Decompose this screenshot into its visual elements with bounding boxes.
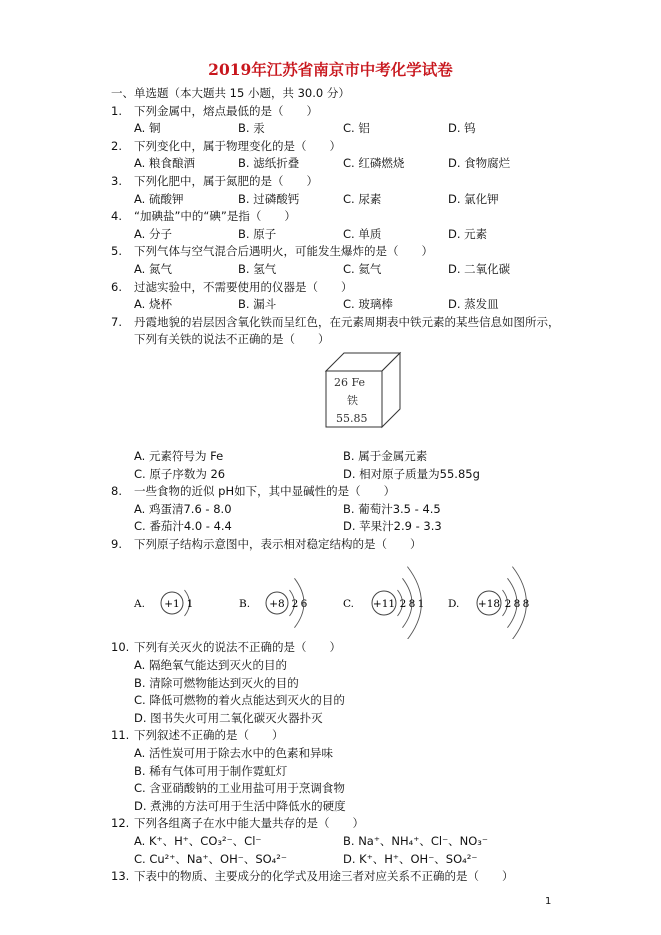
option[interactable]: D. 图书失火可用二氧化碳灭火器扑灭 <box>134 710 323 725</box>
question-line <box>111 279 561 297</box>
question <box>111 279 561 314</box>
atom-diagram-d <box>448 567 529 639</box>
question <box>111 314 561 483</box>
option[interactable]: D. 食物腐烂 <box>448 156 511 171</box>
question-line <box>111 243 561 261</box>
options-row <box>111 745 561 763</box>
question <box>111 173 561 208</box>
option[interactable]: A. 烧杯 <box>134 297 172 312</box>
options-row <box>111 120 561 138</box>
nucleus-charge: +8 <box>269 598 285 611</box>
question <box>111 483 561 536</box>
options-row <box>111 448 561 466</box>
option[interactable]: B. 氢气 <box>238 261 277 276</box>
question <box>111 868 561 886</box>
options-row <box>111 710 561 728</box>
option[interactable]: C. 玻璃棒 <box>343 297 393 312</box>
electron-count: 2 <box>399 598 407 611</box>
question-text: “加碘盐”中的“碘”是指（ ） <box>134 209 296 224</box>
nucleus-charge: +11 <box>372 598 396 611</box>
question <box>111 208 561 243</box>
question-text: 下列有关铁的说法不正确的是（ ） <box>134 332 330 347</box>
option-label: C. <box>343 598 354 611</box>
options-row <box>111 191 561 209</box>
options-row <box>111 833 561 851</box>
question-text: 一些食物的近似 pH如下，其中显碱性的是（ ） <box>134 484 396 499</box>
electron-count: 2 <box>291 598 299 611</box>
option[interactable]: A. 铜 <box>134 121 161 136</box>
options-row <box>111 261 561 279</box>
question-number: 6. <box>111 279 122 294</box>
option-label: A. <box>134 598 145 611</box>
question-text: 下列化肥中，属于氮肥的是（ ） <box>134 173 318 188</box>
option[interactable]: B. 过磷酸钙 <box>238 191 300 206</box>
nucleus-charge: +1 <box>164 598 180 611</box>
question-text: 过滤实验中，不需要使用的仪器是（ ） <box>134 279 353 294</box>
page-number: 1 <box>545 896 552 907</box>
option[interactable]: B. Na⁺、NH₄⁺、Cl⁻、NO₃⁻ <box>343 834 488 848</box>
option[interactable]: C. 红磷燃烧 <box>343 156 405 171</box>
atom-diagram-c <box>343 567 424 639</box>
option[interactable]: B. 清除可燃物能达到灭火的目的 <box>134 675 299 690</box>
options-row <box>111 851 561 869</box>
question-line <box>111 103 561 121</box>
question-text: 下列各组离子在水中能大量共存的是（ ） <box>134 816 364 831</box>
electron-count: 6 <box>300 598 308 611</box>
option[interactable]: D. 蒸发皿 <box>448 297 499 312</box>
question-number: 9. <box>111 536 122 551</box>
question <box>111 138 561 173</box>
option[interactable]: B. 属于金属元素 <box>343 448 428 463</box>
element-card <box>111 349 561 448</box>
atom-diagrams <box>111 553 561 639</box>
nucleus-charge: +18 <box>477 598 501 611</box>
option[interactable]: C. 含亚硝酸钠的工业用盐可用于烹调食物 <box>134 781 345 796</box>
electron-count: 8 <box>522 598 530 611</box>
option[interactable]: B. 原子 <box>238 226 277 241</box>
options-row <box>111 780 561 798</box>
option[interactable]: B. 稀有气体可用于制作霓虹灯 <box>134 763 288 778</box>
option[interactable]: A. 粮食酿酒 <box>134 156 195 171</box>
option[interactable]: A. 分子 <box>134 226 172 241</box>
electron-count: 1 <box>186 598 194 611</box>
electron-count: 8 <box>408 598 416 611</box>
question-line <box>111 868 561 886</box>
option[interactable]: B. 汞 <box>238 121 265 136</box>
option[interactable]: D. 煮沸的方法可用于生活中降低水的硬度 <box>134 798 346 813</box>
question-number: 1. <box>111 103 122 118</box>
atom-diagram-b <box>239 579 308 628</box>
question-line <box>111 173 561 191</box>
question-number: 7. <box>111 314 122 329</box>
option[interactable]: D. 相对原子质量为55.85g <box>343 466 480 481</box>
question-line <box>111 314 561 332</box>
element-card-figure <box>111 349 561 448</box>
option[interactable]: B. 漏斗 <box>238 297 277 312</box>
option[interactable]: A. 活性炭可用于除去水中的色素和异味 <box>134 746 333 761</box>
option[interactable]: D. 苹果汁2.9 - 3.3 <box>343 519 442 534</box>
options-row <box>111 763 561 781</box>
question <box>111 815 561 868</box>
option[interactable]: B. 葡萄汁3.5 - 4.5 <box>343 501 441 516</box>
option[interactable]: C. 尿素 <box>343 191 382 206</box>
question-number: 4. <box>111 209 122 224</box>
question-line <box>111 727 561 745</box>
option[interactable]: C. 番茄汁4.0 - 4.4 <box>134 519 232 534</box>
question <box>111 536 561 640</box>
options-row <box>111 657 561 675</box>
question-text: 丹霞地貌的岩层因含氧化铁而呈红色，在元素周期表中铁元素的某些信息如图所示， <box>134 314 560 329</box>
electron-count: 2 <box>504 598 512 611</box>
option[interactable]: A. 鸡蛋清7.6 - 8.0 <box>134 501 232 516</box>
atom-diagram-a <box>133 590 193 616</box>
question-text: 下列叙述不正确的是（ ） <box>134 728 284 743</box>
options-row <box>111 798 561 816</box>
option[interactable]: C. 铝 <box>343 121 370 136</box>
question-text: 下列有关灭火的说法不正确的是（ ） <box>134 640 341 655</box>
question-text: 下列原子结构示意图中，表示相对稳定结构的是（ ） <box>134 536 422 551</box>
question-number: 10. <box>111 640 130 655</box>
question <box>111 727 561 815</box>
option[interactable]: D. K⁺、H⁺、OH⁻、SO₄²⁻ <box>343 851 478 866</box>
question <box>111 103 561 138</box>
option[interactable]: D. 二氧化碳 <box>448 261 511 276</box>
options-row <box>111 692 561 710</box>
options-row <box>111 675 561 693</box>
question <box>111 243 561 278</box>
question-number: 3. <box>111 173 122 188</box>
element-mass: 55.85 <box>336 411 368 425</box>
option-label: B. <box>239 598 251 611</box>
question-line <box>111 331 561 349</box>
option[interactable]: C. Cu²⁺、Na⁺、OH⁻、SO₄²⁻ <box>134 851 287 866</box>
question-number: 12. <box>111 816 130 831</box>
question-text: 下列变化中，属于物理变化的是（ ） <box>134 138 341 153</box>
option[interactable]: A. 氮气 <box>134 261 172 276</box>
question-number: 2. <box>111 138 122 153</box>
electron-count: 8 <box>513 598 521 611</box>
electron-count: 1 <box>417 598 425 611</box>
atom-diagrams-svg <box>111 553 561 639</box>
question-number: 5. <box>111 244 122 259</box>
option[interactable]: D. 氯化钾 <box>448 191 499 206</box>
document-title: 2019年江苏省南京市中考化学试卷 <box>208 60 453 79</box>
option[interactable]: D. 钨 <box>448 121 476 136</box>
question-line <box>111 138 561 156</box>
question-number: 11. <box>111 728 130 743</box>
option[interactable]: A. 元素符号为 Fe <box>134 448 224 463</box>
options-row <box>111 155 561 173</box>
option[interactable]: C. 原子序数为 26 <box>134 466 226 481</box>
question-text: 下表中的物质、主要成分的化学式及用途三者对应关系不正确的是（ ） <box>134 869 514 884</box>
question-line <box>111 536 561 554</box>
options-row <box>111 296 561 314</box>
question-text: 下列气体与空气混合后遇明火，可能发生爆炸的是（ ） <box>134 244 433 259</box>
option[interactable]: C. 降低可燃物的着火点能达到灭火的目的 <box>134 693 345 708</box>
option[interactable]: B. 滤纸折叠 <box>238 156 300 171</box>
option[interactable]: C. 单质 <box>343 226 382 241</box>
options-row <box>111 501 561 519</box>
element-name: 铁 <box>347 393 358 407</box>
section-heading: 一、单选题（本大题共 15 小题，共 30.0 分） <box>111 86 350 100</box>
option[interactable]: A. 隔绝氧气能达到灭火的目的 <box>134 658 287 673</box>
option-label: D. <box>448 598 460 611</box>
options-row <box>111 518 561 536</box>
option[interactable]: A. K⁺、H⁺、CO₃²⁻、Cl⁻ <box>134 834 262 848</box>
question-number: 13. <box>111 869 130 884</box>
question-line <box>111 639 561 657</box>
question-text: 下列金属中，熔点最低的是（ ） <box>134 103 318 118</box>
element-number-symbol: 26 Fe <box>334 375 366 389</box>
question-line <box>111 208 561 226</box>
question-number: 8. <box>111 484 122 499</box>
question-list <box>111 85 561 886</box>
question-line <box>111 815 561 833</box>
question <box>111 639 561 727</box>
options-row <box>111 466 561 484</box>
option[interactable]: C. 氦气 <box>343 261 382 276</box>
options-row <box>111 226 561 244</box>
option[interactable]: A. 硫酸钾 <box>134 191 184 206</box>
question-line <box>111 483 561 501</box>
option[interactable]: D. 元素 <box>448 226 488 241</box>
